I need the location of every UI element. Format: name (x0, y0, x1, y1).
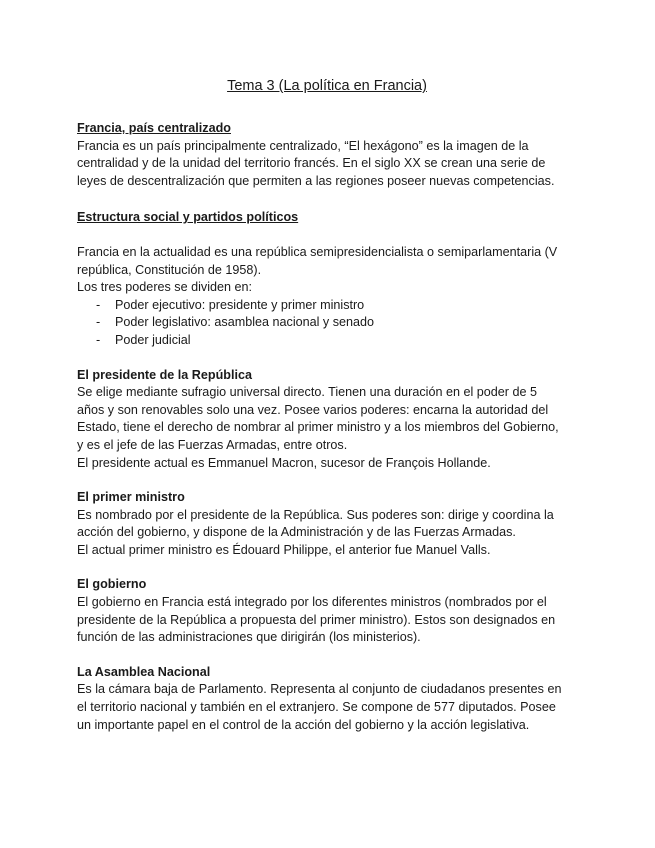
list-item (77, 297, 577, 315)
section-primer-ministro (77, 489, 577, 559)
paragraph (77, 138, 577, 191)
text-line: el territorio nacional y también en el extranjero. Se compone de 577 diputados. Posee (77, 700, 556, 715)
document-page (77, 77, 577, 734)
dash-bullet: - (96, 315, 101, 330)
list-item (77, 332, 577, 350)
text-line: función de las administraciones que dirigirán (los ministerios). (77, 630, 421, 645)
list-item (77, 314, 577, 332)
text-line: centralidad y de la unidad del territorio francés. En el siglo XX se crean una serie de (77, 156, 546, 171)
dash-bullet: - (96, 297, 101, 312)
text-line: Los tres poderes se dividen en: (77, 280, 253, 295)
text-line: un importante papel en el control de la acción del gobierno y la acción legislativa. (77, 717, 530, 732)
section-heading: El presidente de la República (77, 367, 252, 382)
section-heading: Francia, país centralizado (77, 121, 231, 135)
text-line: Francia en la actualidad es una república semipresidencialista o semiparlamentaria (V (77, 244, 558, 259)
section-heading: El primer ministro (77, 490, 185, 505)
paragraph (77, 594, 577, 647)
paragraph (77, 681, 577, 734)
section-heading: La Asamblea Nacional (77, 664, 211, 679)
text-line: presidente de la República a propuesta del primer ministro). Estos son designados en (77, 612, 556, 627)
text-line: El actual primer ministro es Édouard Philippe, el anterior fue Manuel Valls. (77, 542, 491, 557)
section-asamblea (77, 664, 577, 734)
paragraph (77, 384, 577, 472)
section-heading: El gobierno (77, 577, 147, 592)
dash-bullet: - (96, 332, 101, 347)
text-line: El gobierno en Francia está integrado por los diferentes ministros (nombrados por el (77, 595, 547, 610)
powers-list (77, 297, 577, 350)
text-line: leyes de descentralización que permiten a las regiones poseer nuevas competencias. (77, 173, 555, 188)
section-gobierno (77, 576, 577, 646)
text-line: y es el jefe de las Fuerzas Armadas, entre otros. (77, 437, 348, 452)
page-title: Tema 3 (La política en Francia) (227, 78, 427, 94)
section-estructura (77, 209, 577, 349)
text-line: Estado, tiene el derecho de nombrar al primer ministro y a los miembros del Gobierno, (77, 420, 559, 435)
section-presidente (77, 367, 577, 473)
text-line: república, Constitución de 1958). (77, 262, 262, 277)
text-line: Es nombrado por el presidente de la República. Sus poderes son: dirige y coordina la (77, 507, 554, 522)
text-line: Francia es un país principalmente centralizado, “El hexágono” es la imagen de la (77, 138, 529, 153)
text-line: Es la cámara baja de Parlamento. Representa al conjunto de ciudadanos presentes en (77, 682, 562, 697)
paragraph (77, 507, 577, 560)
section-centralizado (77, 120, 577, 190)
paragraph (77, 244, 577, 297)
list-item-text: Poder legislativo: asamblea nacional y senado (115, 315, 375, 330)
list-item-text: Poder judicial (115, 332, 191, 347)
text-line: Se elige mediante sufragio universal directo. Tienen una duración en el poder de 5 (77, 385, 537, 400)
text-line: El presidente actual es Emmanuel Macron, sucesor de François Hollande. (77, 455, 491, 470)
text-line: años y son renovables solo una vez. Posee varios poderes: encarna la autoridad del (77, 402, 549, 417)
list-item-text: Poder ejecutivo: presidente y primer ministro (115, 297, 365, 312)
text-line: acción del gobierno, y dispone de la Administración y de las Fuerzas Armadas. (77, 525, 516, 540)
section-heading: Estructura social y partidos políticos (77, 210, 299, 225)
